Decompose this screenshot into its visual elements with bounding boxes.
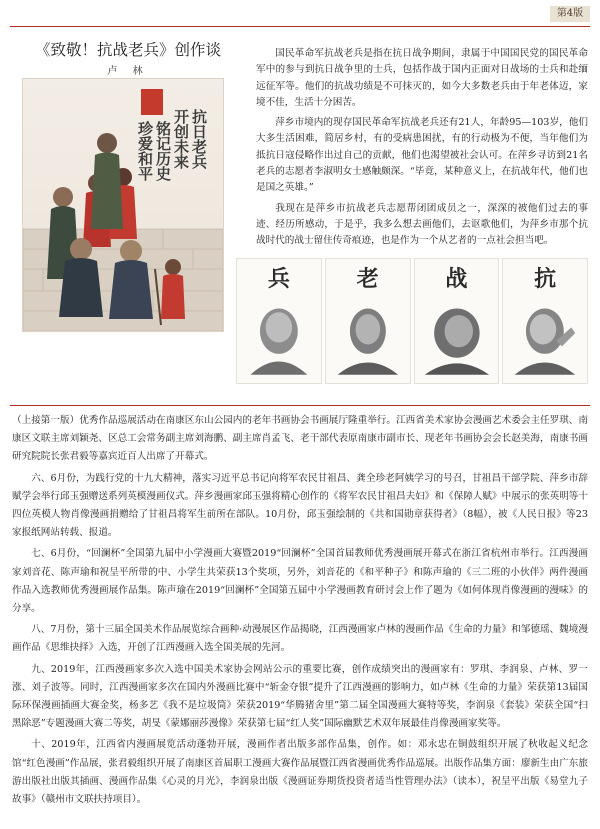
painting-inscription-3: 铭记历史 <box>154 121 172 181</box>
intro-paragraph-2: 萍乡市境内的现存国民革命军抗战老兵还有21人，年龄95—103岁，他们大多生活困难，简居乡村，有的受病患困扰，有的行动极为不便，当年他们为抵抗日寇侵略作出过自己的贡献，他们也渴望被社会认可。在萍乡寻访到21名老兵的志愿者李淑明女士感触颇深。“毕竟，某种意义上，在抗战年代，他们也是国之英雄。” <box>256 117 588 194</box>
continued-paragraph-6: 十、2019年，江西省内漫画展览活动蓬勃开展，漫画作者出版多部作品集，创作。如：邓永忠在铜鼓组织开展了秋收起义纪念馆“红色漫画”作品展，张君毅组织开展了南康区首届职工漫画大赛作品展暨江西省漫画优秀作品巡展。出版作品集方面：廖新生由广东旅游出版社出版其插画、漫画作品集《心灵的月光》，李润泉出版《漫画证券期货投资者适当性管理办法》（读本），祝呈平出版《易堂九子故事》（赣州市文联扶持项目）。 <box>12 739 588 806</box>
continued-article <box>12 412 588 812</box>
portrait-card <box>325 258 411 384</box>
portrait-caption: 老 <box>356 266 379 292</box>
top-divider <box>10 26 590 27</box>
section-divider <box>10 405 590 406</box>
veteran-portrait-2 <box>330 299 406 375</box>
continued-paragraph-4: 八、7月份，第十三届全国美术作品展览综合画种·动漫展区作品揭晓，江西漫画家卢林的漫画作品《生命的力量》和邹德瑶、魏境漫画作品《思维抉择》入选，开创了江西漫画入选全国美展的先河。 <box>12 624 588 654</box>
painting-inscription-1: 抗日老兵 <box>190 109 208 169</box>
intro-paragraph-1: 国民革命军抗战老兵是指在抗日战争期间，隶属于中国国民党的国民革命军中的参与到抗日战争里的士兵，包括作战于国内正面对日战场的士兵和赴缅远征军等。他们的抗战功绩是不可抹灭的，如今大多数老兵由于年老体迈，家境不佳，生活十分困苦。 <box>256 48 588 108</box>
intro-paragraph-3: 我现在是萍乡市抗战老兵志愿帮闭团成员之一，深深的被他们过去的事迹、经历所感动，于是乎，我多么想去画他们，去讴歌他们，为萍乡市那个抗战时代的战士留住传奇痕迹，也是作为一个从艺者的一点社会担当吧。 <box>256 202 588 247</box>
article-intro <box>256 46 588 254</box>
painting-artwork <box>22 78 224 332</box>
veteran-portrait-4 <box>507 299 583 375</box>
portrait-card <box>236 258 322 384</box>
article-title: 《致敬！抗战老兵》创作谈 <box>34 41 221 59</box>
portrait-caption: 抗 <box>534 266 557 292</box>
article-author: 卢 林 <box>107 66 149 77</box>
painting-inscription-4: 珍爱和平 <box>136 121 154 181</box>
portrait-caption: 战 <box>445 266 468 292</box>
continued-paragraph-1: （上接第一版）优秀作品巡展活动在南康区东山公园内的老年书画协会书画展厅隆重举行。江西省美术家协会漫画艺术委会主任罗琪、南康区文联主席刘颖尧、区总工会常务副主席刘海鹏、副主席肖孟飞、老干部代表原南康市副市长、现老年书画协会会长赵美海，南康书画研究院院长张君毅等嘉宾近百人出席了开幕式。 <box>12 415 588 463</box>
portrait-strip <box>236 258 588 384</box>
continued-paragraph-5: 九、2019年，江西漫画家多次入选中国美术家协会网站公示的重要比赛，创作成绩突出的漫画家有：罗琪、李润泉、卢林、罗一涨、刘子波等。同时，江西漫画家多次在国内外漫画比赛中“斩金夺银”提升了江西漫画的影响力，如卢林《生命的力量》荣获第13届国际环保漫画插画大赛金奖，杨多艺《我不是垃圾筒》荣获2019“华腾猪舍里”第二届全国漫画大赛特等奖，李润泉《套装》荣获全国“扫黑除恶”专题漫画大赛二等奖，胡旻《蒙娜丽莎漫像》荣获第七届“红人奖”国际幽默艺术双年展最佳肖像漫画家奖等。 <box>12 663 588 730</box>
veteran-portrait-1 <box>241 299 317 375</box>
continued-paragraph-3: 七、6月份，“回澜杯”全国第九届中小学漫画大赛暨2019“回澜杯”全国首届教师优秀漫画展开幕式在浙江省杭州市举行。江西漫画家刘音花、陈声瑜和祝呈平所带的中、小学生共荣获13个奖项，另外，刘音花的《和平种子》和陈声瑜的《三二班的小伙伴》两件漫画作品入选教师优秀漫画展作品集。陈声瑜在2019“回澜杯”全国第五届中小学漫画教育研讨会上作了题为《如何体现肖像漫画的漫味》的分享。 <box>12 548 588 615</box>
portrait-card <box>502 258 588 384</box>
painting-inscription-2: 开创未来 <box>172 109 190 169</box>
portrait-card <box>414 258 500 384</box>
veteran-portrait-3 <box>419 299 495 375</box>
page-number: 第4版 <box>550 6 590 22</box>
portrait-caption: 兵 <box>267 266 290 292</box>
continued-paragraph-2: 六、6月份，为践行党的十九大精神，落实习近平总书记向将军农民甘祖昌、龚全珍老阿姨学习的号召，甘祖昌干部学院、萍乡市辞赋学会举行邱玉强赠送系列英模漫画仪式。萍乡漫画家邱玉强将精心创作的《将军农民甘祖昌夫妇》和《保障人赋》中展示的张英明等十四位英模人物肖像漫画捐赠给了甘祖昌将军生前所在部队。10月份，邱玉强绘制的《共和国勋章获得者》（8幅），被《人民日报》等23家报纸网站转载、报道。 <box>12 472 588 539</box>
